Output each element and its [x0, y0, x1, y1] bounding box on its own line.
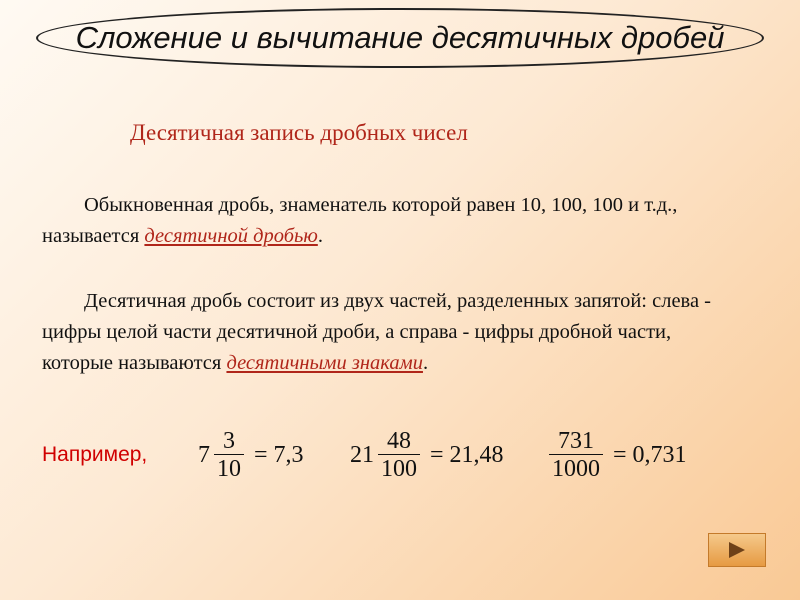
section-heading: Десятичная запись дробных чисел — [130, 120, 468, 145]
denominator: 1000 — [549, 454, 603, 482]
slide-title: Сложение и вычитание десятичных дробей — [75, 20, 725, 55]
fraction — [549, 428, 603, 483]
definition-text: Обыкновенная дробь, знаменатель которой равен 10, 100, 100 и т.д., называется — [42, 194, 678, 247]
play-arrow-icon — [729, 542, 745, 558]
whole-part: 21 — [350, 441, 374, 468]
fraction — [378, 428, 420, 483]
definition-end: . — [317, 225, 323, 247]
example-formula-3 — [545, 428, 687, 483]
example-label: Например, — [42, 443, 148, 466]
structure-term: десятичными знаками — [226, 352, 423, 374]
decimal-result: = 21,48 — [430, 441, 504, 468]
denominator: 10 — [214, 454, 244, 482]
numerator: 3 — [223, 428, 235, 454]
numerator: 731 — [558, 428, 594, 454]
title-banner — [36, 8, 764, 68]
definition-paragraph — [42, 190, 742, 252]
numerator: 48 — [387, 428, 411, 454]
example-formula-2 — [350, 428, 504, 483]
structure-end: . — [422, 352, 429, 374]
definition-term: десятичной дробью — [144, 225, 318, 247]
structure-paragraph — [42, 286, 742, 379]
next-slide-button[interactable] — [708, 533, 766, 567]
decimal-result: = 0,731 — [613, 441, 687, 468]
fraction — [214, 428, 244, 483]
example-formula-1 — [198, 428, 304, 483]
decimal-result: = 7,3 — [254, 441, 304, 468]
structure-text: Десятичная дробь состоит из двух частей, разделенных запятой: слева - цифры целой части десятичной дроби, а справа - цифры дробной части, которые называются — [42, 290, 712, 374]
whole-part: 7 — [198, 441, 210, 468]
denominator: 100 — [378, 454, 420, 482]
